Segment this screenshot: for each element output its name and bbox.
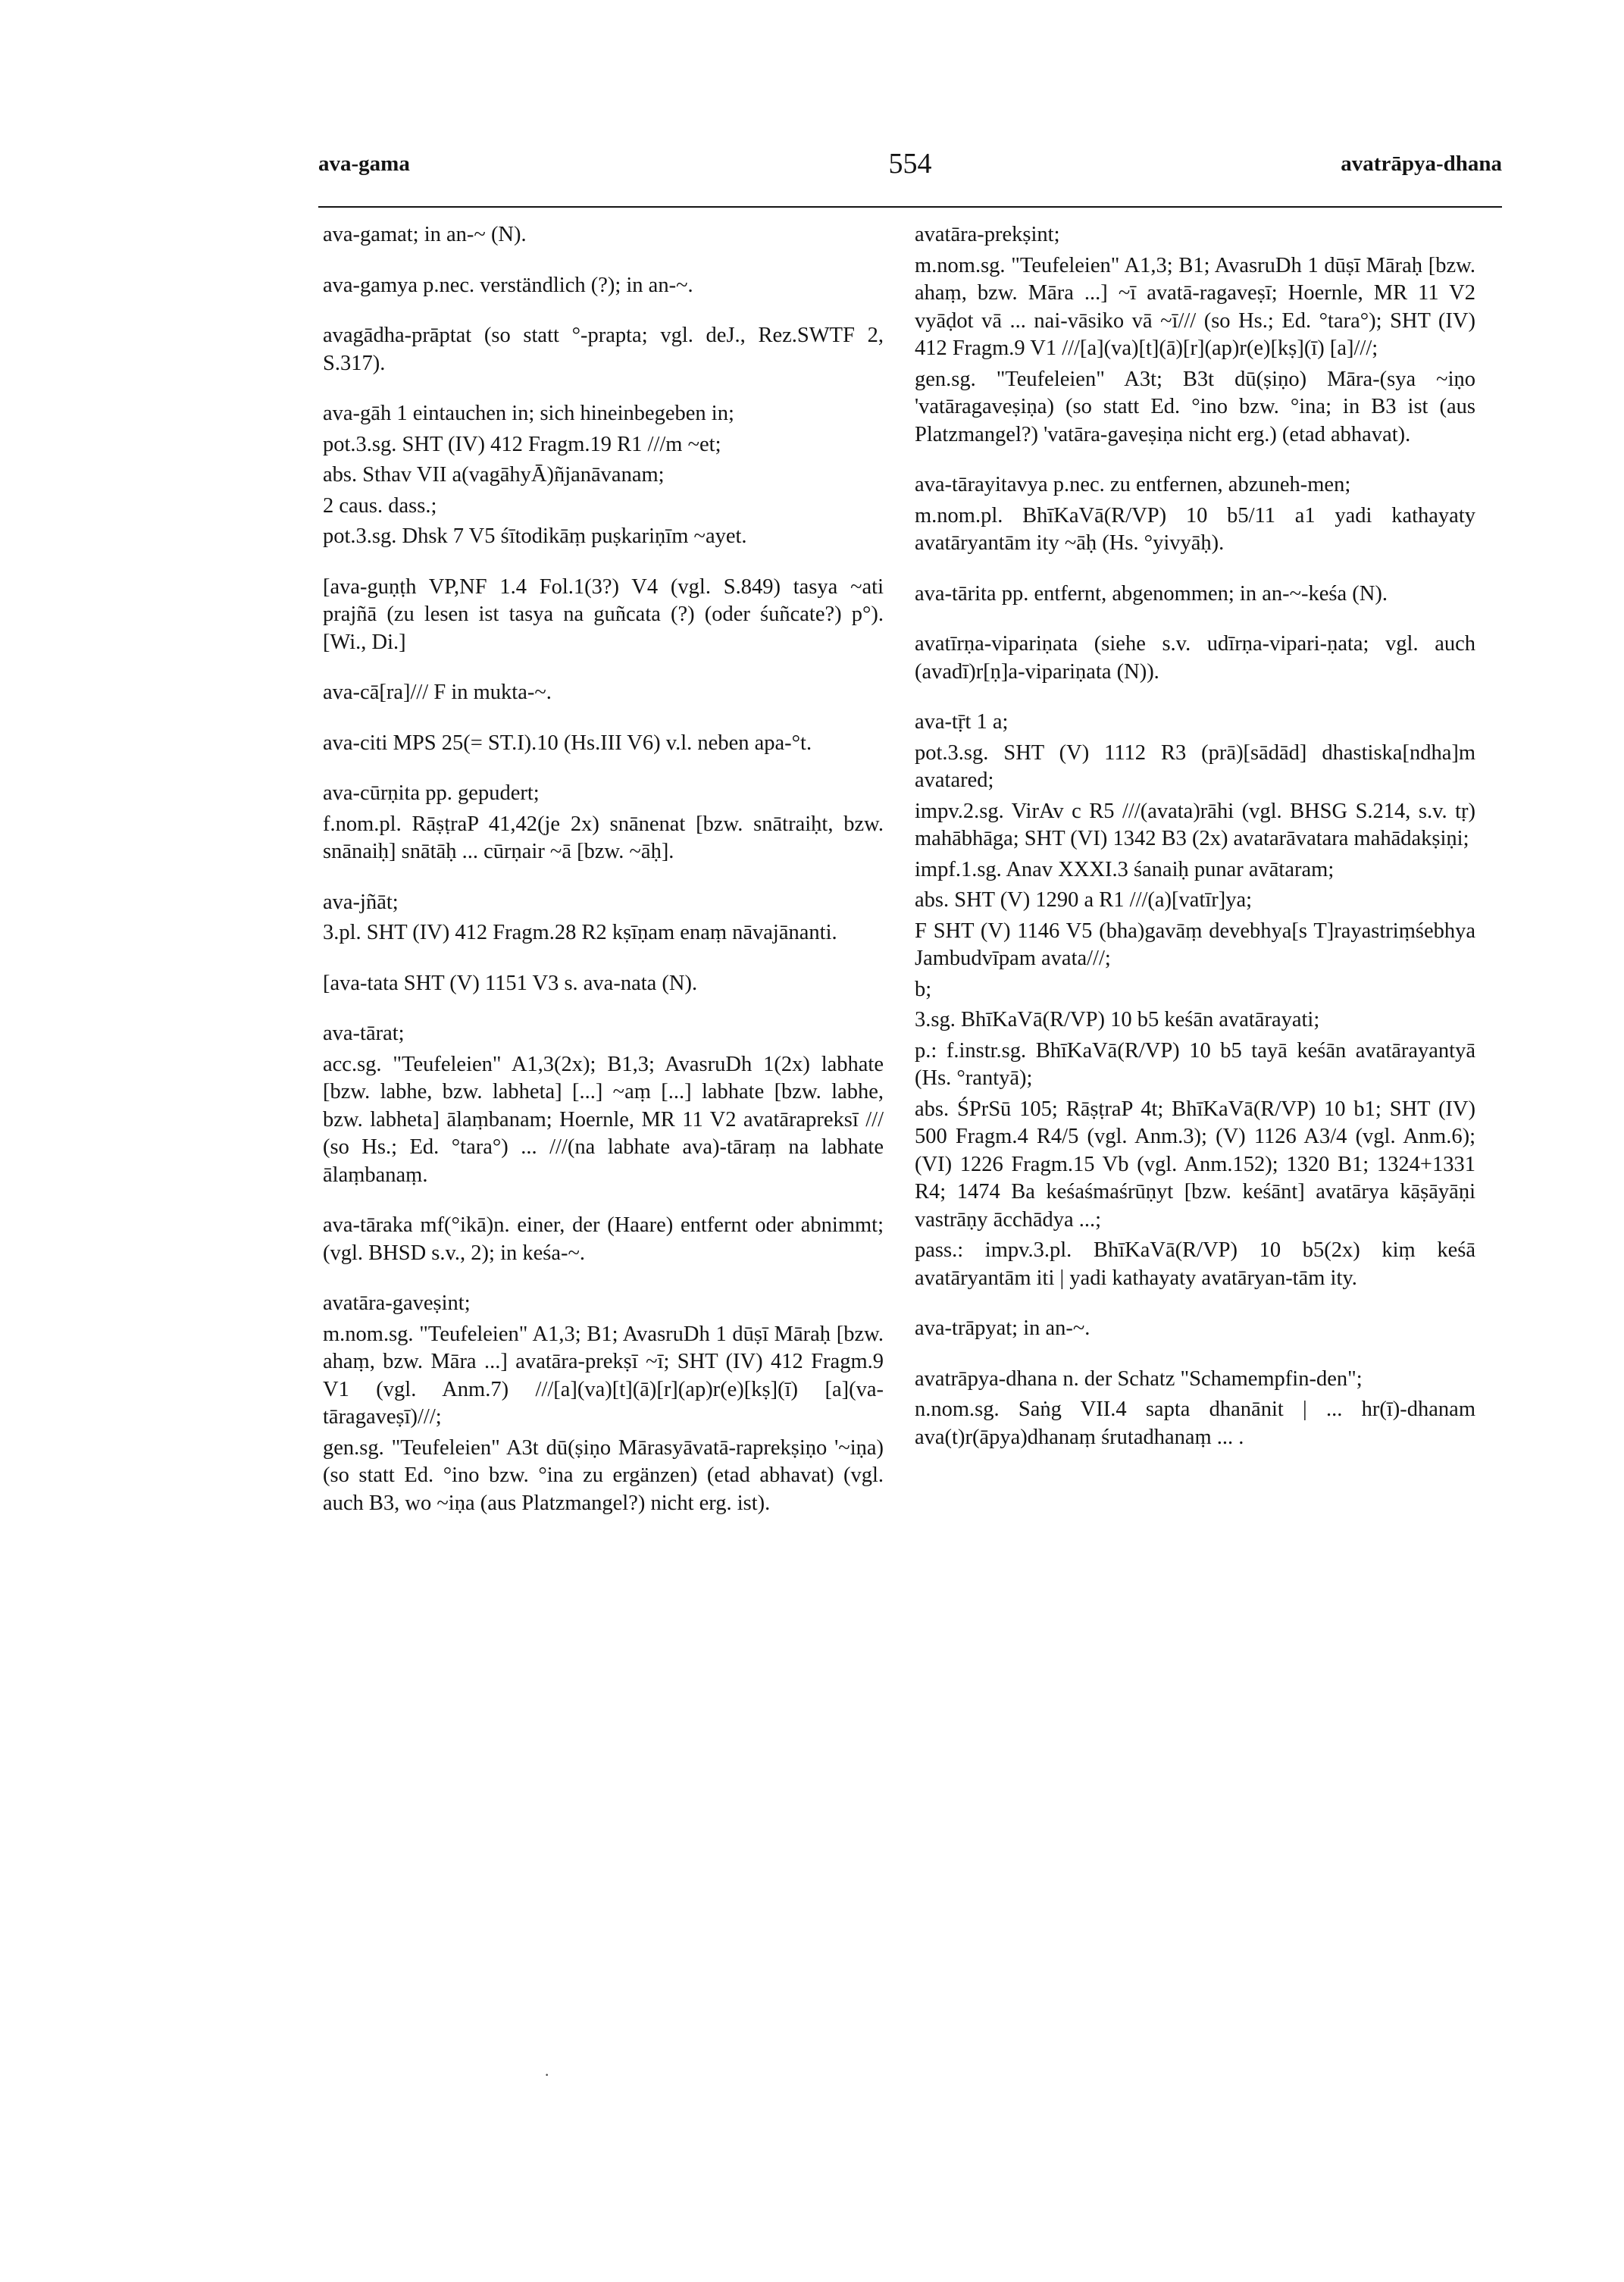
dictionary-entry <box>323 1212 884 1267</box>
entry-line: 3.sg. BhīKaVā(R/VP) 10 b5 keśān avatārayati; <box>915 1008 1320 1031</box>
entry-line: [ava-guṇṭh VP,NF 1.4 Fol.1(3?) V4 (vgl. S.849) tasya ~ati prajñā (zu lesen ist tasya na guñcata (?) (oder śuñcate?) p°). [Wi., Di.] <box>323 574 884 654</box>
entry-line: pass.: impv.3.pl. BhīKaVā(R/VP) 10 b5(2x) kiṃ keśā avatāryantām iti | yadi kathayaty avatāryan-tām ity. <box>915 1238 1475 1290</box>
entry-line: ava-tṝt 1 a; <box>915 710 1009 734</box>
entry-line: avatāra-prekṣint; <box>915 223 1060 246</box>
entry-line: ava-gamat; in an-~ (N). <box>323 223 527 246</box>
dictionary-entry <box>323 574 884 657</box>
entry-line: abs. ŚPrSū 105; RāṣṭraP 4t; BhīKaVā(R/VP) 10 b1; SHT (IV) 500 Fragm.4 R4/5 (vgl. Anm.3); (V) 1126 A3/4 (vgl. Anm.6); (VI) 1226 Fragm.15 Vb (vgl. Anm.152); 1320 B1; 1324+1331 R4; 1474 Ba keśaśmaśrūṇyt [bzw. keśānt] avatārya kāṣāyāṇi vastrāṇy ācchādya ...; <box>915 1097 1475 1232</box>
dictionary-entry <box>323 780 884 866</box>
entry-line: impf.1.sg. Anav XXXI.3 śanaiḥ punar avātaram; <box>915 857 1335 881</box>
dictionary-entry <box>915 709 1475 1292</box>
entry-line: n.nom.sg. Saṅg VII.4 sapta dhanānit | ... hr(ī)-dhanam ava(t)r(āpya)dhanaṃ śrutadhanaṃ ... . <box>915 1398 1475 1449</box>
dictionary-entry <box>323 1020 884 1189</box>
entry-line: ava-gāh 1 eintauchen in; sich hineinbegeben in; <box>323 402 734 425</box>
entry-line: gen.sg. "Teufeleien" A3t dū(ṣiṇo Mārasyāvatā-raprekṣiṇo '~iṇa) (so statt Ed. °ino bzw. °ina zu ergänzen) (etad abhavat) (vgl. auch B3, wo ~iṇa (aus Platzmangel?) nicht erg. ist). <box>323 1435 884 1515</box>
entry-line: ava-cūrṇita pp. gepudert; <box>323 781 540 805</box>
entry-line: ava-jñāt; <box>323 890 399 914</box>
entry-line: avatīrṇa-vipariṇata (siehe s.v. udīrṇa-vipari-ṇata; vgl. auch (avadī)r[ṇ]a-vipariṇata (N)). <box>915 632 1475 684</box>
header-left-guideword: ava-gama <box>318 152 410 176</box>
header-right-guideword: avatrāpya-dhana <box>1341 152 1502 176</box>
entry-line: b; <box>915 977 932 1001</box>
dictionary-entry <box>915 581 1475 609</box>
dictionary-entry <box>323 679 884 707</box>
entry-line: m.nom.pl. BhīKaVā(R/VP) 10 b5/11 a1 yadi kathayaty avatāryantām ity ~āḥ (Hs. °yivyāḥ). <box>915 503 1475 555</box>
dictionary-entry <box>323 221 884 249</box>
entry-line: ava-citi MPS 25(= ST.I).10 (Hs.III V6) v.l. neben apa-°t. <box>323 731 812 755</box>
entry-line: 2 caus. dass.; <box>323 493 437 518</box>
entry-line: ava-tārat; <box>323 1022 405 1045</box>
dictionary-entry <box>915 221 1475 449</box>
entry-line: pot.3.sg. Dhsk 7 V5 śītodikāṃ puṣkariṇīm ~ayet. <box>323 524 747 548</box>
entry-line: m.nom.sg. "Teufeleien" A1,3; B1; AvasruDh 1 dūṣī Māraḥ [bzw. ahaṃ, bzw. Māra ...] ~ī avatā-ragaveṣī; Hoernle, MR 11 V2 vyāḍot vā ... nai-vāsiko vā ~ī/// (so Hs.; Ed. °tara°); SHT (IV) 412 Fragm.9 V1 ///[a](va)[t](ā)[r](ap)r(e)[kṣ](ī) [a]///; <box>915 253 1475 360</box>
entry-line: F SHT (V) 1146 V5 (bha)gavāṃ devebhya[s T]rayastriṃśebhya Jambudvīpam avata///; <box>915 919 1475 970</box>
entry-line: abs. Sthav VII a(vagāhyĀ)ñjanāvanam; <box>323 463 665 487</box>
entry-line: ava-tāraka mf(°ikā)n. einer, der (Haare) entfernt oder abnimmt; (vgl. BHSD s.v., 2); in keśa-~. <box>323 1213 884 1265</box>
entry-line: ava-gamya p.nec. verständlich (?); in an-~. <box>323 273 693 297</box>
dictionary-entry <box>915 1366 1475 1452</box>
dictionary-entry <box>323 970 884 998</box>
dictionary-entry <box>323 272 884 300</box>
entry-line: avagādha-prāptat (so statt °-prapta; vgl. deJ., Rez.SWTF 2, S.317). <box>323 324 884 375</box>
entry-line: avatāra-gaveṣint; <box>323 1291 471 1315</box>
entry-line: ava-cā[ra]/// F in mukta-~. <box>323 681 552 704</box>
entry-line: [ava-tata SHT (V) 1151 V3 s. ava-nata (N). <box>323 971 698 995</box>
entry-line: p.: f.instr.sg. BhīKaVā(R/VP) 10 b5 tayā keśān avatārayantyā (Hs. °rantyā); <box>915 1038 1475 1090</box>
dictionary-entry <box>323 889 884 947</box>
stray-mark: · <box>544 2065 550 2084</box>
entry-line: impv.2.sg. VirAv c R5 ///(avata)rāhi (vgl. BHSG S.214, s.v. tṛ) mahābhāga; SHT (VI) 1342 B3 (2x) avatarāvatara mahādakṣiṇi; <box>915 799 1475 850</box>
entry-line: 3.pl. SHT (IV) 412 Fragm.28 R2 kṣīṇam enaṃ nāvajānanti. <box>323 921 837 944</box>
dictionary-entry <box>323 1290 884 1517</box>
entry-line: m.nom.sg. "Teufeleien" A1,3; B1; AvasruDh 1 dūṣī Māraḥ [bzw. ahaṃ, bzw. Māra ...] avatāra-prekṣī ~ī; SHT (IV) 412 Fragm.9 V1 (vgl. Anm.7) ///[a](va)[t](ā)[r](ap)r(e)[kṣ](ī) [a](va-tāragaveṣī)///; <box>323 1322 884 1429</box>
dictionary-entry <box>915 471 1475 558</box>
entry-line: f.nom.pl. RāṣṭraP 41,42(je 2x) snānenat [bzw. snātraiḥt, bzw. snānaiḥ] snātāḥ ... cūrṇair ~ā [bzw. ~āḥ]. <box>323 812 884 863</box>
entry-line: acc.sg. "Teufeleien" A1,3(2x); B1,3; AvasruDh 1(2x) labhate [bzw. labhe, bzw. labheta] [...] ~aṃ [...] labhate [bzw. labhe, bzw. labheta] ālaṃbanam; Hoernle, MR 11 V2 avatārapreksī /// (so Hs.; Ed. °tara°) ... ///(na labhate ava)-tāraṃ na labhate ālaṃbanaṃ. <box>323 1052 884 1187</box>
right-column <box>915 221 1475 1474</box>
entry-line: ava-trāpyat; in an-~. <box>915 1316 1090 1340</box>
dictionary-entry <box>323 730 884 758</box>
entry-line: abs. SHT (V) 1290 a R1 ///(a)[vatīr]ya; <box>915 888 1253 912</box>
left-column <box>323 221 884 1540</box>
entry-line: gen.sg. "Teufeleien" A3t; B3t dū(ṣiṇo) Māra-(sya ~iṇo 'vatāragaveṣiṇa) (so statt Ed. °ino bzw. °ina; in B3 ist (aus Platzmangel?) 'vatāra-gaveṣiṇa nicht erg.) (etad abhavat). <box>915 367 1475 446</box>
page-number: 554 <box>888 148 932 180</box>
page-header <box>318 148 1502 197</box>
entry-line: ava-tārayitavya p.nec. zu entfernen, abzuneh-men; <box>915 473 1351 496</box>
entry-line: pot.3.sg. SHT (IV) 412 Fragm.19 R1 ///m ~et; <box>323 432 721 456</box>
dictionary-entry <box>323 322 884 377</box>
dictionary-entry <box>915 631 1475 686</box>
header-rule <box>318 206 1502 208</box>
entry-line: avatrāpya-dhana n. der Schatz "Schamempfin-den"; <box>915 1366 1363 1391</box>
entry-line: pot.3.sg. SHT (V) 1112 R3 (prā)[sādād] dhastiska[ndha]m avatared; <box>915 740 1475 792</box>
entry-line: ava-tārita pp. entfernt, abgenommen; in an-~-keśa (N). <box>915 581 1388 606</box>
dictionary-entry <box>915 1315 1475 1343</box>
dictionary-entry <box>323 400 884 551</box>
